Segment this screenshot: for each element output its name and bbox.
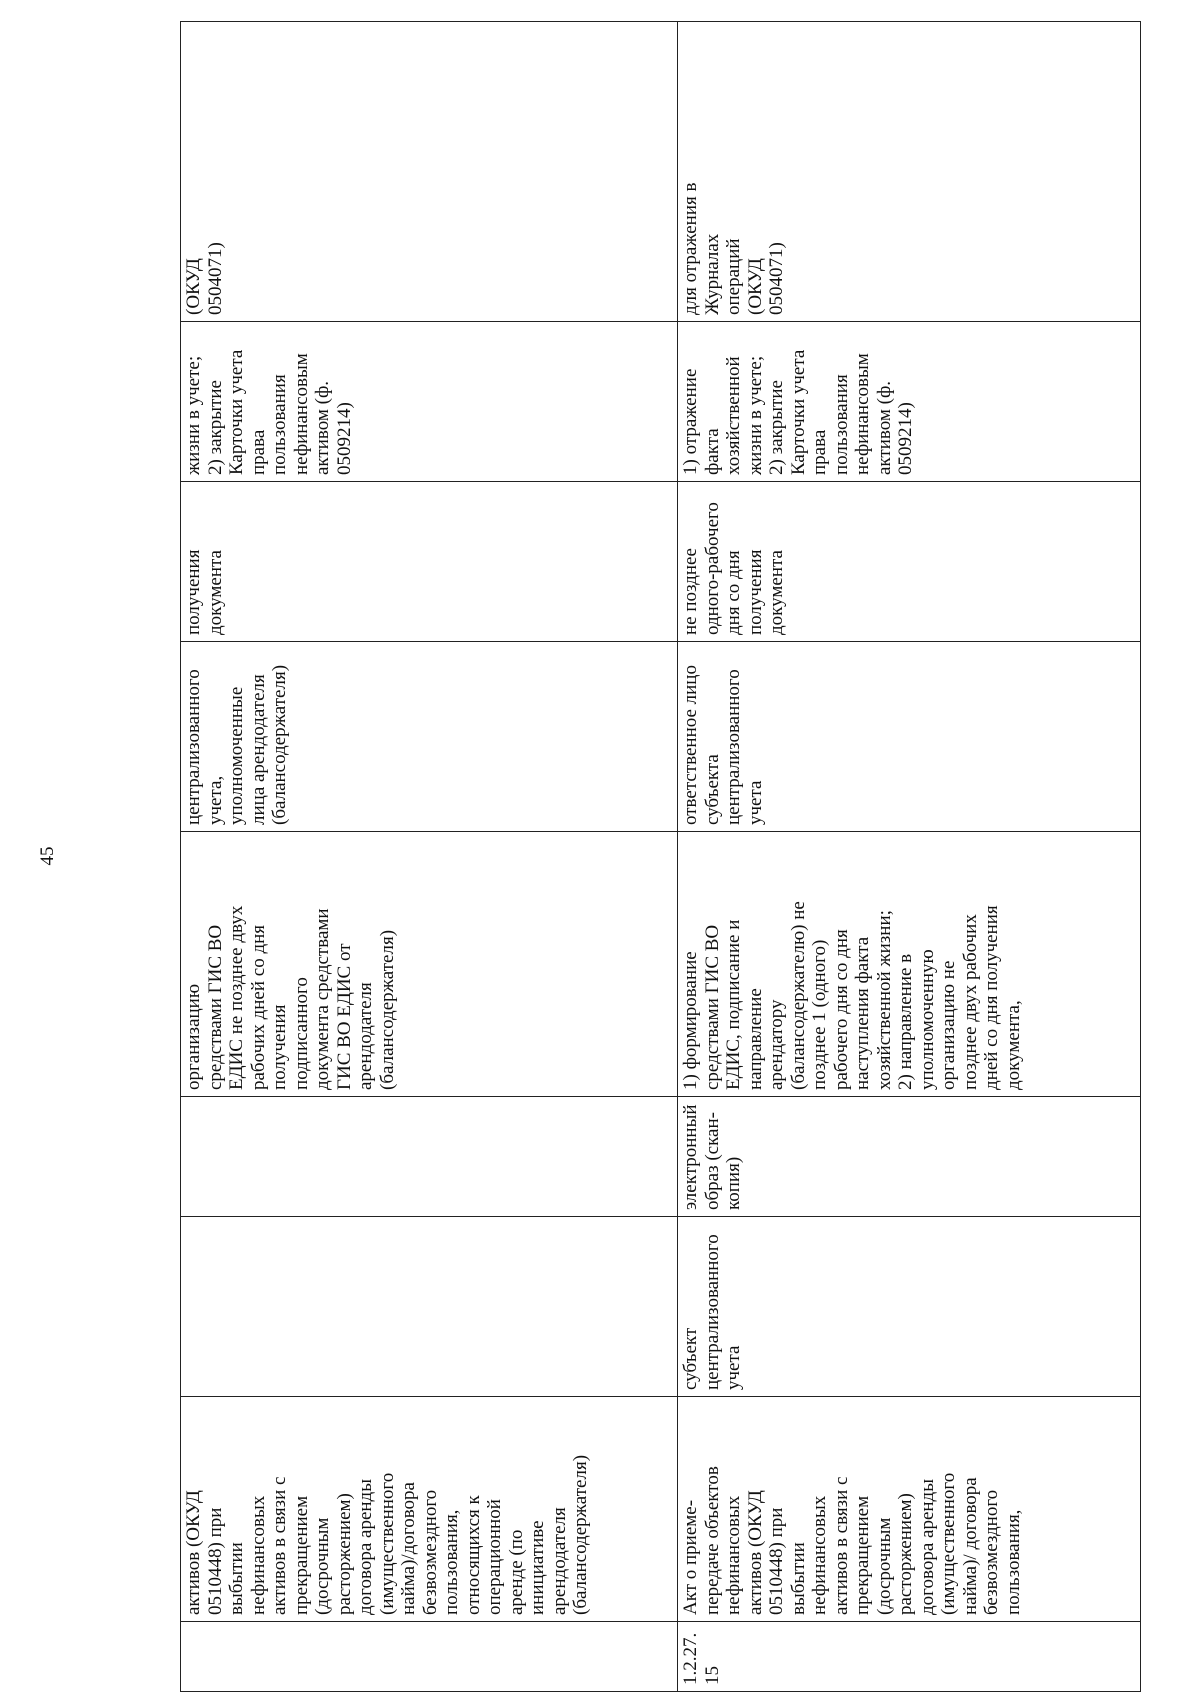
cell-responsible: централизованного учета, уполномоченные лица арендодателя (балансодержателя) [181,642,678,832]
cell-responsible: ответственное лицо субъекта централизованного учета [678,642,1141,832]
cell-purpose: жизни в учете; 2) закрытие Карточки учета права пользования нефинансовым активом (ф. 0509214) [181,322,678,482]
cell-term: получения документа [181,482,678,642]
cell-document-name: Акт о приеме- передаче объектов нефинансовых активов (ОКУД 0510448) при выбытии нефинансовых активов в связи с прекращением (досрочным расторжением) договора аренды (имущественного найма)/ договора безвозмездного пользования, [678,1397,1141,1622]
cell-creator [181,1217,678,1397]
cell-format: электронный образ (скан- копия) [678,1097,1141,1217]
table-row [678,22,1141,1692]
cell-procedure: организацию средствами ГИС ВО ЕДИС не позднее двух рабочих дней со дня получения подписанного документа средствами ГИС ВО ЕДИС от арендодателя (балансодержателя) [181,832,678,1097]
cell-purpose: 1) отражение факта хозяйственной жизни в учете; 2) закрытие Карточки учета права пользования нефинансовым активом (ф. 0509214) [678,322,1141,482]
cell-creator: субъект централизованного учета [678,1217,1141,1397]
cell-register: (ОКУД 0504071) [181,22,678,322]
rotated-table-wrapper [180,22,1140,1692]
table-row [181,22,678,1692]
cell-number [181,1622,678,1692]
cell-format [181,1097,678,1217]
page-number: 45 [37,846,58,866]
cell-register: для отражения в Журналах операций (ОКУД 0504071) [678,22,1141,322]
cell-document-name: активов (ОКУД 0510448) при выбытии нефинансовых активов в связи с прекращением (досрочным расторжением) договора аренды (имущественного найма)/договора безвозмездного пользования, относящихся к операционной аренде (по инициативе арендодателя (балансодержателя) [181,1397,678,1622]
cell-term: не позднее одного-рабочего дня со дня получения документа [678,482,1141,642]
cell-procedure: 1) формирование средствами ГИС ВО ЕДИС, подписание и направление арендатору (балансодержателю) не позднее 1 (одного) рабочего дня со дня наступления факта хозяйственной жизни; 2) направление в уполномоченную организацию не позднее двух рабочих дней со дня получения документа, [678,832,1141,1097]
operations-table [180,21,1141,1692]
document-table-area [180,22,1140,1692]
cell-number: 1.2.27. 15 [678,1622,1141,1692]
